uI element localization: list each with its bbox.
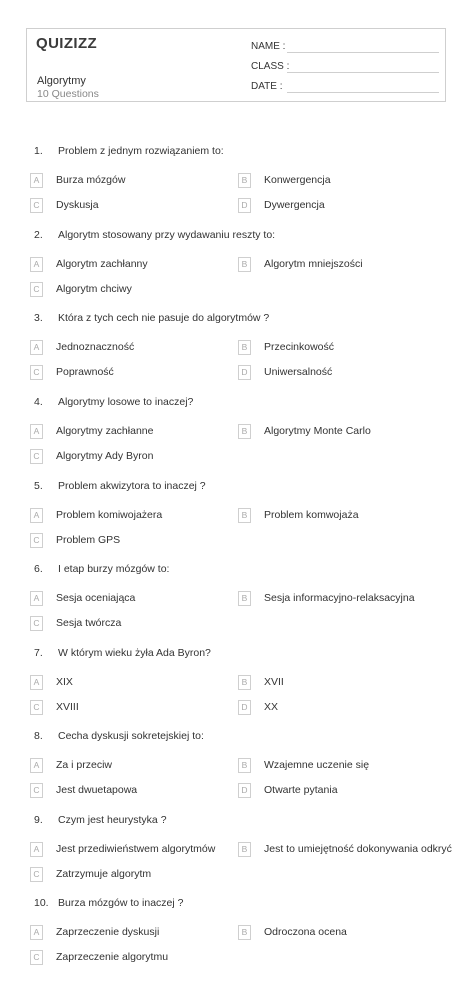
question-text: Problem z jednym rozwiązaniem to: bbox=[58, 145, 224, 157]
option-text: Jednoznaczność bbox=[56, 341, 135, 353]
class-label: CLASS : bbox=[251, 61, 290, 72]
question-text: Algorytmy losowe to inaczej? bbox=[58, 396, 194, 408]
option-letter-box[interactable]: C bbox=[30, 365, 43, 380]
question-text: Czym jest heurystyka ? bbox=[58, 814, 167, 826]
option-text: Sesja oceniająca bbox=[56, 592, 136, 604]
question-number: 4. bbox=[34, 396, 43, 408]
question-text: Cecha dyskusji sokretejskiej to: bbox=[58, 730, 204, 742]
class-line bbox=[287, 72, 439, 73]
question-text: Problem akwizytora to inaczej ? bbox=[58, 480, 206, 492]
option-text: Zaprzeczenie dyskusji bbox=[56, 926, 160, 938]
option-letter-box[interactable]: A bbox=[30, 257, 43, 272]
name-field bbox=[251, 41, 285, 52]
option-letter-box[interactable]: B bbox=[238, 842, 251, 857]
question-number: 7. bbox=[34, 647, 43, 659]
option-letter-box[interactable]: A bbox=[30, 424, 43, 439]
option-letter-box[interactable]: A bbox=[30, 508, 43, 523]
option-text: XIX bbox=[56, 676, 73, 688]
option-letter-box[interactable]: B bbox=[238, 508, 251, 523]
option-letter-box[interactable]: C bbox=[30, 783, 43, 798]
option-text: Jest to umiejętność dokonywania odkryć bbox=[264, 843, 452, 855]
question-number: 1. bbox=[34, 145, 43, 157]
question-number: 6. bbox=[34, 563, 43, 575]
quizizz-logo: QUIZIZZ bbox=[36, 35, 98, 52]
option-letter-box[interactable]: A bbox=[30, 675, 43, 690]
worksheet-header bbox=[26, 28, 446, 102]
option-letter-box[interactable]: A bbox=[30, 591, 43, 606]
date-label: DATE : bbox=[251, 81, 283, 92]
question-count: 10 Questions bbox=[37, 88, 99, 100]
option-letter-box[interactable]: C bbox=[30, 282, 43, 297]
date-field bbox=[251, 81, 282, 92]
option-letter-box[interactable]: C bbox=[30, 533, 43, 548]
worksheet-title: Algorytmy bbox=[37, 75, 86, 87]
option-text: Problem GPS bbox=[56, 534, 121, 546]
name-line bbox=[287, 52, 439, 53]
option-text: Odroczona ocena bbox=[264, 926, 347, 938]
option-text: Dyskusja bbox=[56, 199, 99, 211]
option-letter-box[interactable]: A bbox=[30, 758, 43, 773]
option-text: Otwarte pytania bbox=[264, 784, 338, 796]
option-letter-box[interactable]: D bbox=[238, 700, 251, 715]
option-text: Algorytmy Ady Byron bbox=[56, 450, 154, 462]
option-letter-box[interactable]: A bbox=[30, 340, 43, 355]
option-letter-box[interactable]: B bbox=[238, 758, 251, 773]
option-letter-box[interactable]: A bbox=[30, 925, 43, 940]
option-text: Algorytmy zachłanne bbox=[56, 425, 154, 437]
question-text: Algorytm stosowany przy wydawaniu reszty to: bbox=[58, 229, 276, 241]
option-letter-box[interactable]: C bbox=[30, 700, 43, 715]
option-text: XX bbox=[264, 701, 279, 713]
option-text: Poprawność bbox=[56, 366, 114, 378]
option-text: Wzajemne uczenie się bbox=[264, 759, 370, 771]
option-text: Zaprzeczenie algorytmu bbox=[56, 951, 169, 963]
question-number: 2. bbox=[34, 229, 43, 241]
option-letter-box[interactable]: C bbox=[30, 867, 43, 882]
option-text: Algorytm chciwy bbox=[56, 283, 132, 295]
name-label: NAME : bbox=[251, 41, 286, 52]
option-letter-box[interactable]: C bbox=[30, 198, 43, 213]
option-letter-box[interactable]: A bbox=[30, 173, 43, 188]
option-text: Jest dwuetapowa bbox=[56, 784, 138, 796]
option-text: Uniwersalność bbox=[264, 366, 333, 378]
option-letter-box[interactable]: B bbox=[238, 424, 251, 439]
question-number: 5. bbox=[34, 480, 43, 492]
option-text: XVII bbox=[264, 676, 284, 688]
option-letter-box[interactable]: C bbox=[30, 616, 43, 631]
question-number: 9. bbox=[34, 814, 43, 826]
option-text: Burza mózgów bbox=[56, 174, 126, 186]
option-text: Przecinkowość bbox=[264, 341, 335, 353]
option-letter-box[interactable]: B bbox=[238, 925, 251, 940]
option-text: Konwergencja bbox=[264, 174, 331, 186]
option-letter-box[interactable]: B bbox=[238, 675, 251, 690]
question-number: 8. bbox=[34, 730, 43, 742]
option-text: Dywergencja bbox=[264, 199, 325, 211]
option-letter-box[interactable]: B bbox=[238, 340, 251, 355]
option-text: Problem komwojaża bbox=[264, 509, 359, 521]
option-text: Algorytmy Monte Carlo bbox=[264, 425, 371, 437]
question-number: 10. bbox=[34, 897, 49, 909]
option-letter-box[interactable]: C bbox=[30, 449, 43, 464]
option-letter-box[interactable]: D bbox=[238, 783, 251, 798]
option-letter-box[interactable]: D bbox=[238, 198, 251, 213]
date-line bbox=[287, 92, 439, 93]
option-text: Zatrzymuje algorytm bbox=[56, 868, 152, 880]
question-number: 3. bbox=[34, 312, 43, 324]
question-text: W którym wieku żyła Ada Byron? bbox=[58, 647, 211, 659]
option-text: Algorytm mniejszości bbox=[264, 258, 363, 270]
option-letter-box[interactable]: D bbox=[238, 365, 251, 380]
question-text: Która z tych cech nie pasuje do algorytmów ? bbox=[58, 312, 270, 324]
option-text: Algorytm zachłanny bbox=[56, 258, 148, 270]
option-text: Problem komiwojażera bbox=[56, 509, 163, 521]
option-letter-box[interactable]: B bbox=[238, 591, 251, 606]
option-text: Sesja informacyjno-relaksacyjna bbox=[264, 592, 415, 604]
option-text: Za i przeciw bbox=[56, 759, 113, 771]
class-field bbox=[251, 61, 289, 72]
option-text: Sesja twórcza bbox=[56, 617, 122, 629]
option-letter-box[interactable]: B bbox=[238, 173, 251, 188]
option-letter-box[interactable]: B bbox=[238, 257, 251, 272]
option-letter-box[interactable]: A bbox=[30, 842, 43, 857]
option-text: Jest przediwieństwem algorytmów bbox=[56, 843, 216, 855]
question-text: Burza mózgów to inaczej ? bbox=[58, 897, 184, 909]
question-text: I etap burzy mózgów to: bbox=[58, 563, 170, 575]
option-letter-box[interactable]: C bbox=[30, 950, 43, 965]
option-text: XVIII bbox=[56, 701, 79, 713]
